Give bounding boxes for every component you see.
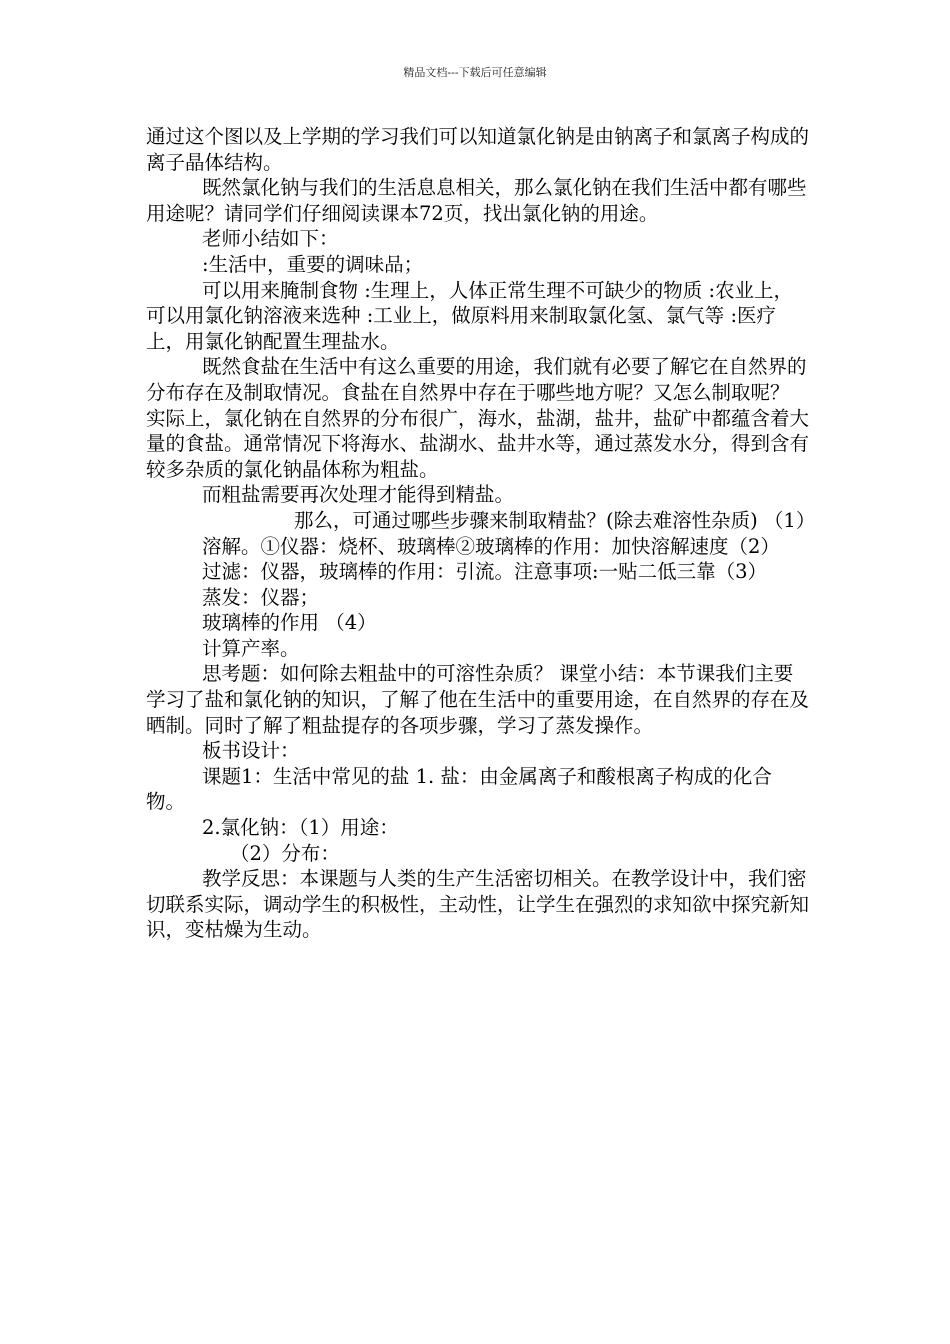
paragraph-glass-rod: 玻璃棒的作用 （4） — [202, 611, 377, 635]
document-body — [146, 124, 816, 943]
paragraph-distribution: 既然食盐在生活中有这么重要的用途，我们就有必要了解它在自然界的分布存在及制取情况。食盐在自然界中存在于哪些地方呢？又怎么制取呢？ 实际上，氯化钠在自然界的分布很广，海水，盐湖，盐井，盐矿中都蕴含着大量的食盐。通常情况下将海水、盐湖水、盐井水等，通过蒸发水分，得到含有较多杂质的氯化钠晶体称为粗盐。 — [146, 355, 810, 481]
paragraph-nacl-use: 2.氯化钠：（1）用途： — [202, 816, 399, 840]
paragraph-nacl-structure: 通过这个图以及上学期的学习我们可以知道氯化钠是由钠离子和氯离子构成的离子晶体结构。 — [146, 125, 810, 174]
paragraph-thinking-question: 思考题：如何除去粗盐中的可溶性杂质？ 课堂小结：本节课我们主要学习了盐和氯化钠的知识，了解了他在生活中的重要用途，在自然界的存在及晒制。同时了解了粗盐提存的各项步骤，学习了蒸发操作。 — [146, 662, 810, 737]
paragraph-yield: 计算产率。 — [202, 636, 300, 660]
paragraph-crude-salt: 而粗盐需要再次处理才能得到精盐。 — [202, 483, 515, 507]
paragraph-topic-salt: 课题1：生活中常见的盐 1. 盐：由金属离子和酸根离子构成的化合物。 — [146, 764, 772, 814]
paragraph-seasoning: :生活中，重要的调味品； — [202, 252, 424, 276]
paragraph-board-design: 板书设计： — [202, 739, 300, 763]
paragraph-step-evaporate: 蒸发：仪器； — [202, 585, 320, 609]
paragraph-step-filter: 过滤：仪器，玻璃棒的作用：引流。注意事项:一贴二低三靠（3） — [202, 560, 767, 584]
paragraph-teaching-reflection: 教学反思：本课题与人类的生产生活密切相关。在教学设计中，我们密切联系实际，调动学生的积极性，主动性，让学生在强烈的求知欲中探究新知识，变枯燥为生动。 — [146, 867, 810, 942]
paragraph-nacl-uses-question: 既然氯化钠与我们的生活息息相关，那么氯化钠在我们生活中都有哪些用途呢？请同学们仔细阅读课本72页，找出氯化钠的用途。 — [146, 176, 807, 225]
page-header: 精品文档---下载后可任意编辑 — [403, 66, 547, 79]
paragraph-teacher-summary: 老师小结如下： — [202, 227, 339, 251]
paragraph-nacl-distribution: （2）分布： — [230, 841, 340, 865]
paragraph-uses-list: 可以用来腌制食物 :生理上，人体正常生理不可缺少的物质 :农业上，可以用氯化钠溶液来选种 :工业上，做原料用来制取氯化氢、氯气等 :医疗上，用氯化钠配置生理盐水。 — [146, 278, 794, 353]
paragraph-purification-steps: 那么，可通过哪些步骤来制取精盐？(除去难溶性杂质) （1） — [294, 508, 816, 532]
paragraph-step-dissolve: 溶解。①仪器：烧杯、玻璃棒②玻璃棒的作用：加快溶解速度（2） — [202, 534, 780, 558]
